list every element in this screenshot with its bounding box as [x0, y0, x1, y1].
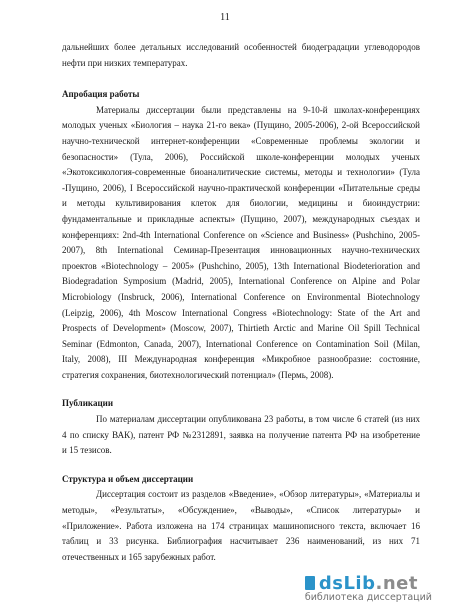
body-line: Seminar (Edmonton, Canada, 2007), International Conference on Contamination Soil (Milan, [62, 338, 420, 349]
dslib-watermark [305, 573, 432, 603]
section-heading-publications: Публикации [62, 398, 113, 409]
body-line: дальнейших более детальных исследований особенностей биодеградации углеводородов [62, 42, 420, 52]
body-line: Материалы диссертации были представлены на 9-10-й школах-конференциях [96, 104, 420, 115]
body-line: научно-технической интернет-конференции «Современные проблемы экологии и [62, 135, 420, 146]
body-line: По материалам диссертации опубликована 23 работы, в том числе 6 статей (из них [96, 414, 420, 425]
body-line: Italy, 2008), III Международная конференция «Микробное разнообразие: состояние, [62, 354, 420, 365]
body-line: конференциях: 2nd-4th International Conference on «Science and Business» (Pushchino, 2005- [62, 229, 420, 240]
book-icon [305, 576, 315, 590]
body-line: Prospects of Development» (Moscow, 2007), Thirtieth Arctic and Marine Oil Spill Technical [62, 323, 420, 334]
body-line: Microbiology (Insbruck, 2006), International Conference on Environmental Biotechnology [62, 291, 420, 302]
section-heading-structure: Структура и объем диссертации [62, 473, 194, 484]
document-body [62, 40, 420, 565]
body-line: «Экотоксикология-современные биоаналитические системы, методы и технологии» (Тула [62, 167, 420, 178]
dslib-logo: dsLib.net [305, 573, 432, 594]
body-line: Biodegradation Symposium (Madrid, 2005), International Conference on Alpine and Polar [62, 276, 420, 287]
body-line: 4 по списку ВАК), патент РФ №2312891, заявка на получение патента РФ на изобретение [62, 429, 420, 440]
body-line: фундаментальные и прикладные аспекты» (Пущино, 2007), международных съездах и [62, 213, 420, 224]
body-line: (Leipzig, 2006), 4th Moscow International Congress «Biotechnology: State of the Art and [62, 307, 420, 318]
body-line: отечественных и 165 зарубежных работ. [62, 551, 216, 562]
body-line: безопасности» (Тула, 2006), Российской школе-конференции молодых ученых [62, 151, 420, 162]
body-line: 2007), 8th International Семинар-Презентация инновационных научно-технических [62, 245, 420, 256]
section-heading-approbation: Апробация работы [62, 89, 140, 100]
body-line: стратегия сохранения, биотехнологический потенциал» (Пермь, 2008). [62, 369, 334, 380]
body-line: и методы культивирования клеток для биологии, медицины и биоиндустрии: [62, 198, 420, 209]
body-line: и 15 тезисов. [62, 445, 112, 456]
body-line: нефти при низких температурах. [62, 57, 188, 68]
body-line: Диссертация состоит из разделов «Введение», «Обзор литературы», «Материалы и [96, 489, 420, 500]
body-line: -Пущино, 2006), I Всероссийской научно-практической конференции «Питательные среды [62, 182, 420, 193]
body-line: проектов «Biotechnology – 2005» (Pushchino, 2005), 13th International Biodeterioration and [62, 260, 420, 271]
page-number: 11 [220, 12, 230, 23]
body-line: молодых ученых «Биология – наука 21-го века» (Пущино, 2005-2006), 2-ой Всероссийской [62, 120, 420, 131]
body-line: «Приложение». Работа изложена на 174 страницах машинописного текста, включает 16 [62, 520, 420, 531]
body-line: таблиц и 33 рисунка. Библиография насчитывает 236 наименований, из них 71 [62, 536, 420, 547]
dslib-caption: библиотека диссертаций [304, 592, 432, 603]
body-line: методы», «Результаты», «Обсуждение», «Выводы», «Список литературы» и [62, 505, 420, 516]
